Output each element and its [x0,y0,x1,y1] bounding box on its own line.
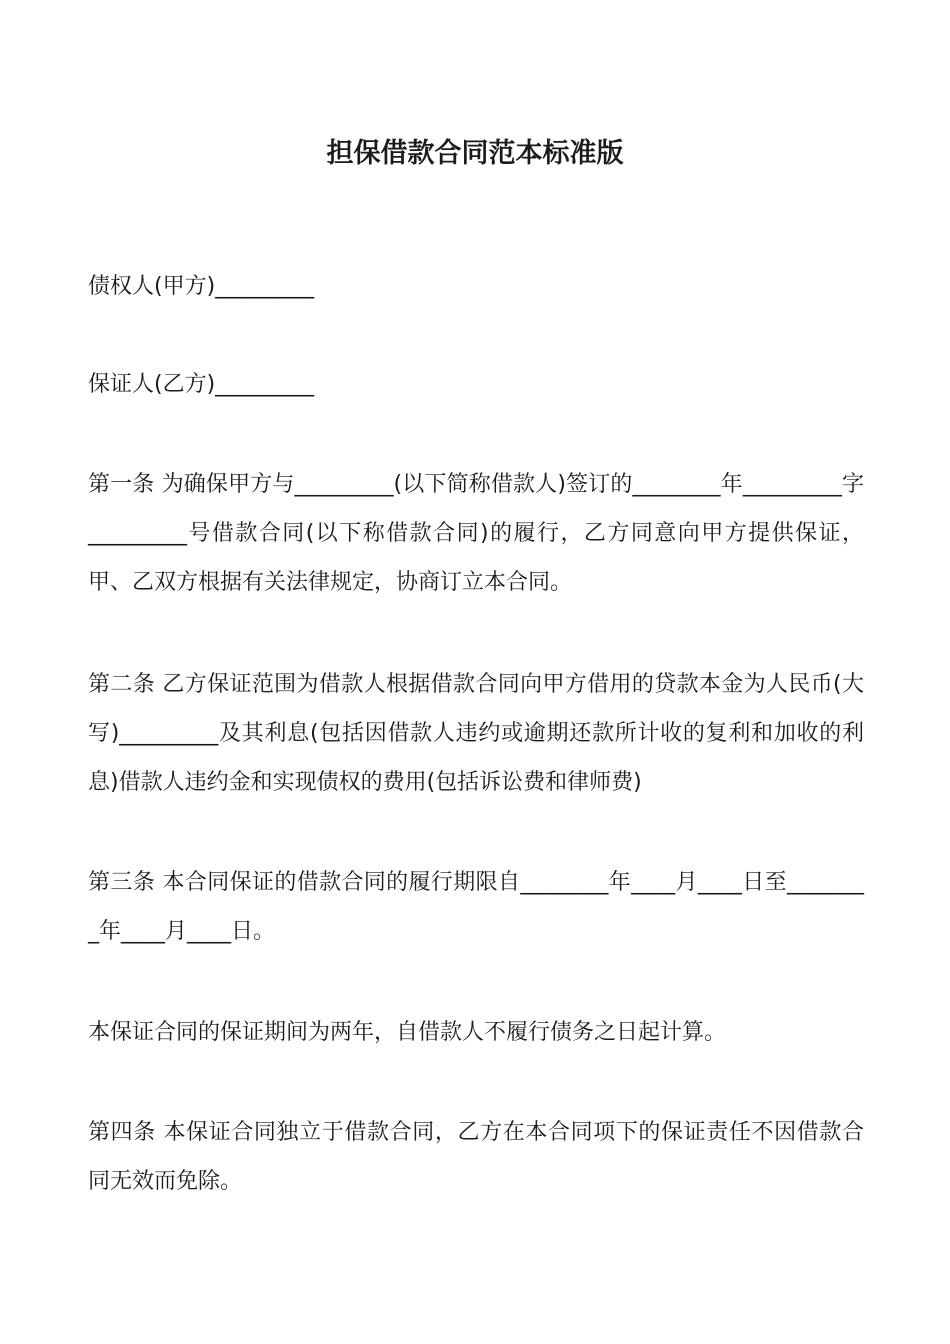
article-2-paragraph: 第二条 乙方保证范围为借款人根据借款合同向甲方借用的贷款本金为人民币(大写)_________及其利息(包括因借款人违约或逾期还款所计收的复利和加收的利息)借款人违约金和实现债权的费用(包括诉讼费和律师费) [88,672,864,795]
guarantor-line: 保证人(乙方)_________ [88,372,315,397]
creditor-line: 债权人(甲方)_________ [88,274,315,299]
article-3-paragraph: 第三条 本合同保证的借款合同的履行期限自________年____月____日至________年____月____日。 [88,870,864,944]
guarantee-period-paragraph: 本保证合同的保证期间为两年，自借款人不履行债务之日起计算。 [88,1020,727,1045]
document-title: 担保借款合同范本标准版 [326,138,624,170]
article-4-paragraph: 第四条 本保证合同独立于借款合同，乙方在本合同项下的保证责任不因借款合同无效而免除。 [88,1120,864,1194]
article-1-paragraph: 第一条 为确保甲方与_________(以下简称借款人)签订的________年_________字_________号借款合同(以下称借款合同)的履行，乙方同意向甲方提供保证，甲、乙双方根据有关法律规定，协商订立本合同。 [88,472,864,595]
